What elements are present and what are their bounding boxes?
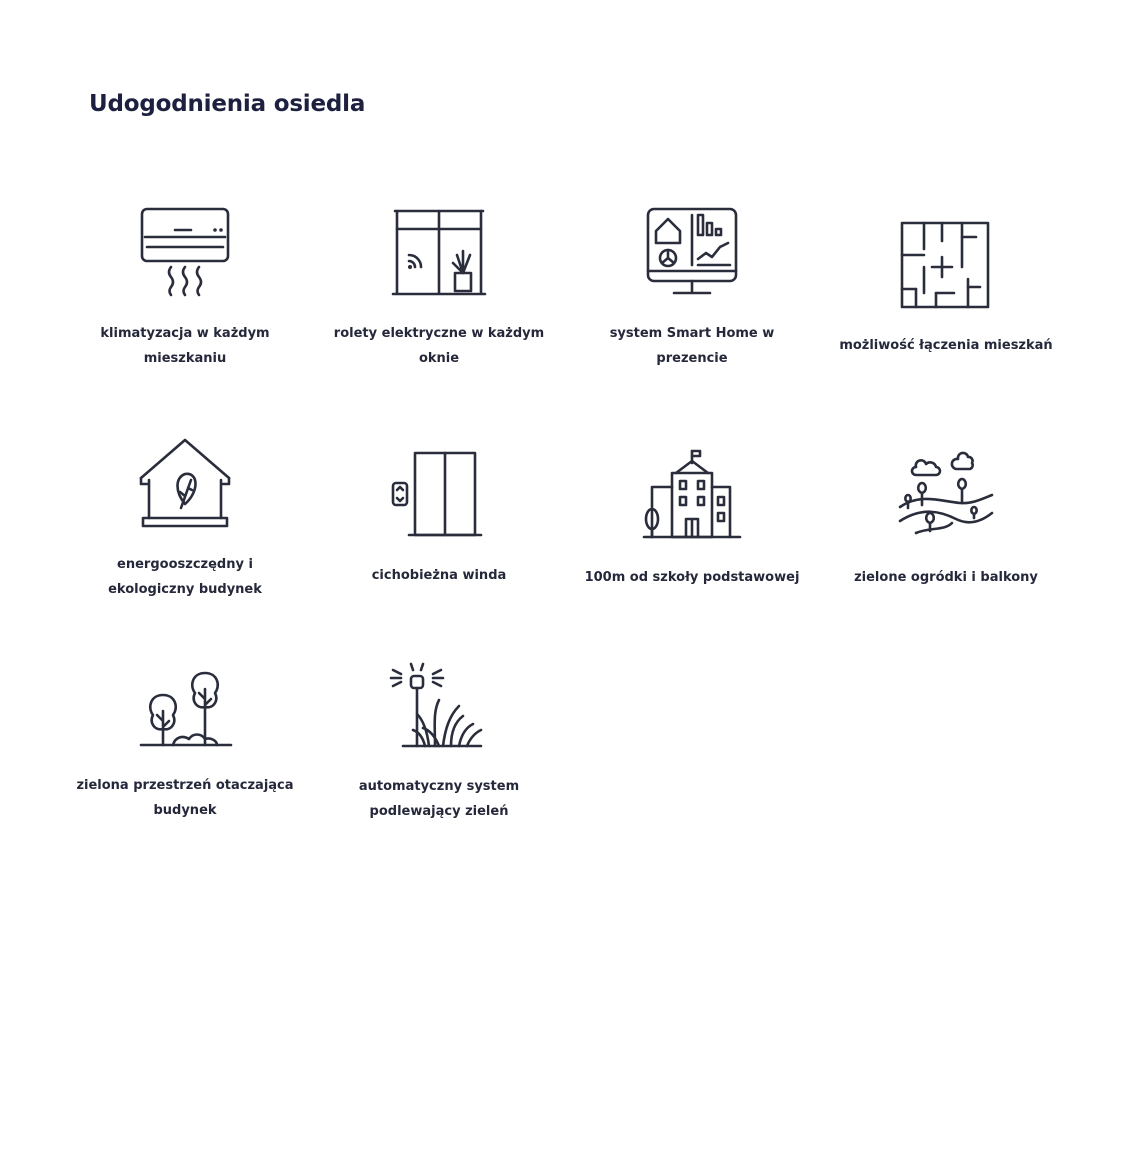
smart-home-monitor-icon (642, 203, 742, 303)
floor-plan-icon (896, 215, 996, 315)
sprinkler-grass-icon (389, 656, 489, 756)
amenity-label: automatyczny system podlewający zieleń (358, 779, 520, 819)
amenity-label: zielone ogródki i balkony (854, 570, 1038, 585)
amenity-gardens-balconies (826, 447, 1066, 590)
amenity-elevator (319, 445, 559, 588)
amenity-school (572, 447, 812, 590)
amenity-label: energooszczędny i ekologiczny budynek (108, 557, 262, 597)
amenity-combine-flats (826, 215, 1066, 358)
green-landscape-icon (896, 447, 996, 547)
amenity-smart-home (572, 203, 812, 371)
amenity-label: klimatyzacja w każdym mieszkaniu (100, 326, 270, 366)
page-title: Udogodnienia osiedla (89, 91, 366, 117)
amenity-green-space (65, 655, 305, 823)
amenity-label: możliwość łączenia mieszkań (839, 338, 1053, 353)
air-conditioner-icon (135, 203, 235, 303)
amenity-irrigation (319, 656, 559, 824)
amenity-label: system Smart Home w prezencie (609, 326, 775, 366)
trees-icon (135, 655, 235, 755)
window-blinds-icon (389, 203, 489, 303)
amenity-label: cichobieżna winda (371, 568, 507, 583)
elevator-icon (389, 445, 489, 545)
amenity-label: 100m od szkoły podstawowej (584, 570, 800, 585)
amenity-eco-building (65, 434, 305, 602)
eco-house-icon (135, 434, 235, 534)
amenity-electric-blinds (319, 203, 559, 371)
amenity-air-conditioning (65, 203, 305, 371)
amenity-label: rolety elektryczne w każdym oknie (333, 326, 545, 366)
school-building-icon (642, 447, 742, 547)
amenity-label: zielona przestrzeń otaczająca budynek (76, 778, 294, 818)
